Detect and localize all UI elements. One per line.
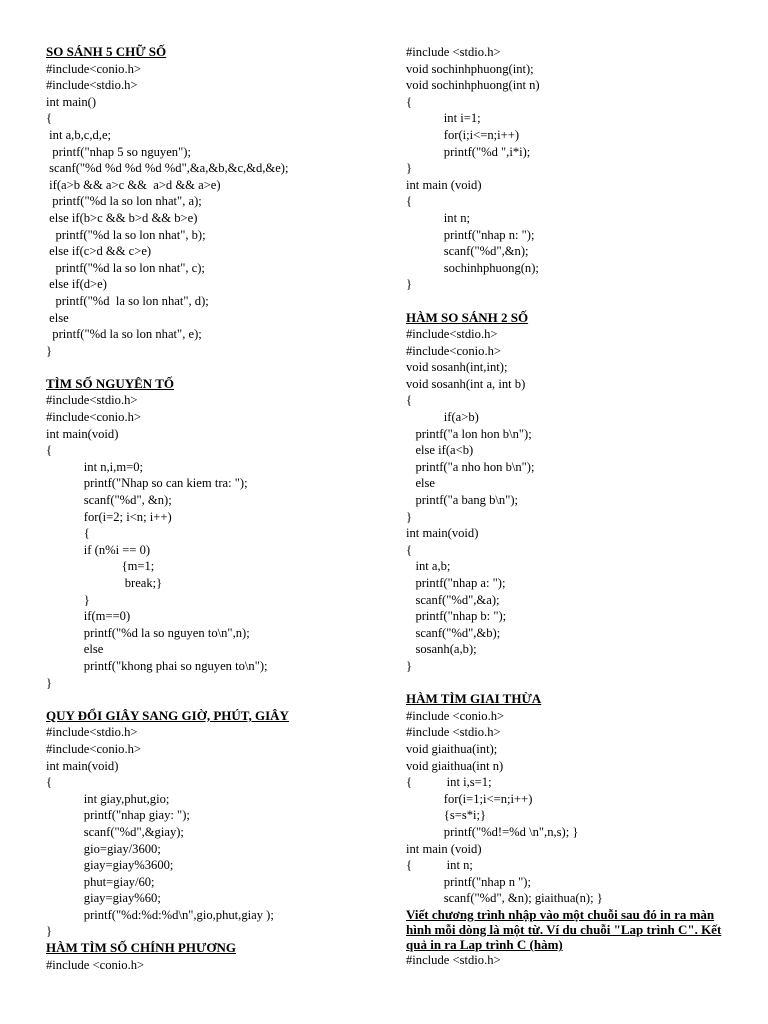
code-line: printf("%d la so lon nhat", a); — [46, 194, 202, 209]
code-line: if(a>b && a>c && a>d && a>e) — [46, 177, 221, 192]
section-heading: SO SÁNH 5 CHỮ SỐ — [46, 44, 167, 59]
code-line: else if(b>c && b>d && b>e) — [46, 210, 198, 225]
code-line: int main (void) — [406, 841, 482, 856]
code-line: {s=s*i;} — [406, 808, 487, 823]
code-line: scanf("%d", &n); giaithua(n); } — [406, 891, 603, 906]
section-heading: TÌM SỐ NGUYÊN TỐ — [46, 375, 174, 391]
code-line: printf("nhap b: "); — [406, 609, 507, 624]
code-line: } — [406, 509, 413, 524]
code-line: printf("a bang b\n"); — [406, 493, 519, 508]
code-line: } — [406, 161, 413, 176]
code-line: #include<conio.h> — [406, 343, 501, 358]
code-line: } — [46, 343, 53, 358]
section-heading: HÀM SO SÁNH 2 SỐ — [406, 309, 529, 325]
code-line: { — [406, 393, 413, 408]
code-line: {m=1; — [46, 559, 155, 574]
section-heading: HÀM TÌM GIAI THỪA — [406, 691, 542, 707]
code-line: if(m==0) — [46, 609, 131, 624]
code-line: int main(void) — [406, 526, 479, 541]
code-line: } — [46, 592, 90, 607]
exercise-prompt: Viết chương trình nhập vào một chuỗi sau đó in ra màn hình mỗi dòng là một từ. Ví du chuỗi "Lap trình C". Kết quả in ra Lap trình C (hàm) — [406, 906, 722, 953]
code-line: #include <stdio.h> — [406, 45, 501, 59]
code-line: int main(void) — [46, 758, 119, 773]
code-line: printf("%d ",i*i); — [406, 144, 531, 159]
code-line: printf("nhap 5 so nguyen"); — [46, 144, 191, 159]
code-line: #include<conio.h> — [46, 741, 141, 756]
code-line: { — [406, 194, 413, 209]
code-line: #include <conio.h> — [406, 708, 505, 723]
code-line: { — [406, 94, 413, 109]
code-line: { int i,s=1; — [406, 775, 492, 790]
code-line: break;} — [46, 576, 163, 590]
code-line: phut=giay/60; — [46, 874, 155, 889]
code-line: int main() — [46, 94, 97, 109]
section-heading: HÀM TÌM SỐ CHÍNH PHƯƠNG — [46, 940, 236, 956]
code-line: #include <stdio.h> — [406, 725, 501, 740]
code-line: printf("nhap a: "); — [406, 576, 506, 590]
spacer — [406, 675, 736, 692]
code-line: printf("nhap n "); — [406, 874, 532, 889]
code-line: if(a>b) — [406, 410, 479, 425]
code-line: printf("a lon hon b\n"); — [406, 426, 532, 441]
code-line: { — [406, 542, 413, 557]
code-line: void giaithua(int); — [406, 741, 498, 756]
code-line: void sochinhphuong(int n) — [406, 78, 540, 93]
code-line: sochinhphuong(n); — [406, 260, 539, 275]
code-line: printf("%d la so lon nhat", b); — [46, 227, 206, 242]
code-line: printf("%d la so lon nhat", d); — [46, 293, 209, 308]
code-line: #include<conio.h> — [46, 61, 141, 76]
code-line: void sosanh(int,int); — [406, 360, 508, 375]
code-line: #include<stdio.h> — [46, 393, 138, 408]
code-line: } — [46, 924, 53, 939]
code-line: int i=1; — [406, 111, 481, 126]
code-line: scanf("%d",&n); — [406, 244, 529, 259]
code-line: scanf("%d",&a); — [406, 592, 500, 607]
code-line: sosanh(a,b); — [406, 642, 477, 657]
code-line: void giaithua(int n) — [406, 758, 504, 773]
code-line: printf("nhap n: "); — [406, 227, 535, 242]
code-line: scanf("%d", &n); — [46, 493, 172, 508]
code-line: printf("%d!=%d \n",n,s); } — [406, 824, 579, 839]
code-line: #include<stdio.h> — [406, 327, 498, 342]
code-line: { — [46, 526, 90, 541]
code-line: { — [46, 111, 53, 126]
left-column — [46, 44, 386, 973]
code-line: scanf("%d %d %d %d %d",&a,&b,&c,&d,&e); — [46, 161, 289, 176]
code-line: printf("Nhap so can kiem tra: "); — [46, 476, 248, 491]
code-line: #include<stdio.h> — [46, 78, 138, 93]
code-line: int main (void) — [406, 177, 482, 192]
code-line: scanf("%d",&giay); — [46, 824, 184, 839]
code-line: else if(a<b) — [406, 443, 474, 458]
code-line: printf("%d la so nguyen to\n",n); — [46, 625, 250, 640]
spacer — [46, 691, 386, 708]
code-line: void sosanh(int a, int b) — [406, 376, 526, 391]
code-line: else — [46, 310, 69, 325]
code-line: printf("%d la so lon nhat", c); — [46, 260, 205, 275]
code-line: printf("khong phai so nguyen to\n"); — [46, 658, 268, 673]
right-column — [406, 44, 736, 969]
code-line: } — [406, 658, 413, 673]
code-line: giay=giay%60; — [46, 891, 161, 906]
code-line: int main(void) — [46, 426, 119, 441]
code-line: int a,b; — [406, 559, 451, 574]
code-line: #include <stdio.h> — [406, 953, 501, 968]
code-line: for(i=2; i<n; i++) — [46, 509, 172, 524]
code-line: if (n%i == 0) — [46, 542, 151, 557]
code-line: else — [406, 476, 436, 491]
spacer — [406, 293, 736, 310]
code-line: { int n; — [406, 858, 473, 873]
code-line: { — [46, 775, 53, 790]
code-line: scanf("%d",&b); — [406, 625, 501, 640]
code-line: #include<conio.h> — [46, 410, 141, 425]
code-line: { — [46, 443, 53, 458]
code-line: int n; — [406, 210, 471, 225]
spacer — [46, 359, 386, 376]
code-line: } — [46, 675, 53, 690]
code-line: void sochinhphuong(int); — [406, 61, 534, 76]
code-line: giay=giay%3600; — [46, 858, 174, 873]
code-line: #include <conio.h> — [46, 957, 145, 972]
code-line: #include<stdio.h> — [46, 725, 138, 740]
code-line: printf("nhap giay: "); — [46, 808, 190, 823]
code-line: printf("%d:%d:%d\n",gio,phut,giay ); — [46, 907, 274, 922]
code-line: printf("%d la so lon nhat", e); — [46, 327, 202, 342]
code-line: printf("a nho hon b\n"); — [406, 459, 535, 474]
section-heading: QUY ĐỔI GIÂY SANG GIỜ, PHÚT, GIÂY — [46, 707, 289, 723]
code-line: int a,b,c,d,e; — [46, 127, 112, 142]
code-line: int giay,phut,gio; — [46, 791, 170, 806]
code-line: else if(c>d && c>e) — [46, 244, 152, 259]
code-line: gio=giay/3600; — [46, 841, 161, 856]
code-line: for(i;i<=n;i++) — [406, 127, 520, 142]
code-line: for(i=1;i<=n;i++) — [406, 791, 533, 806]
code-line: } — [406, 277, 413, 292]
code-line: else if(d>e) — [46, 277, 107, 292]
code-line: else — [46, 642, 104, 657]
code-line: int n,i,m=0; — [46, 459, 144, 474]
